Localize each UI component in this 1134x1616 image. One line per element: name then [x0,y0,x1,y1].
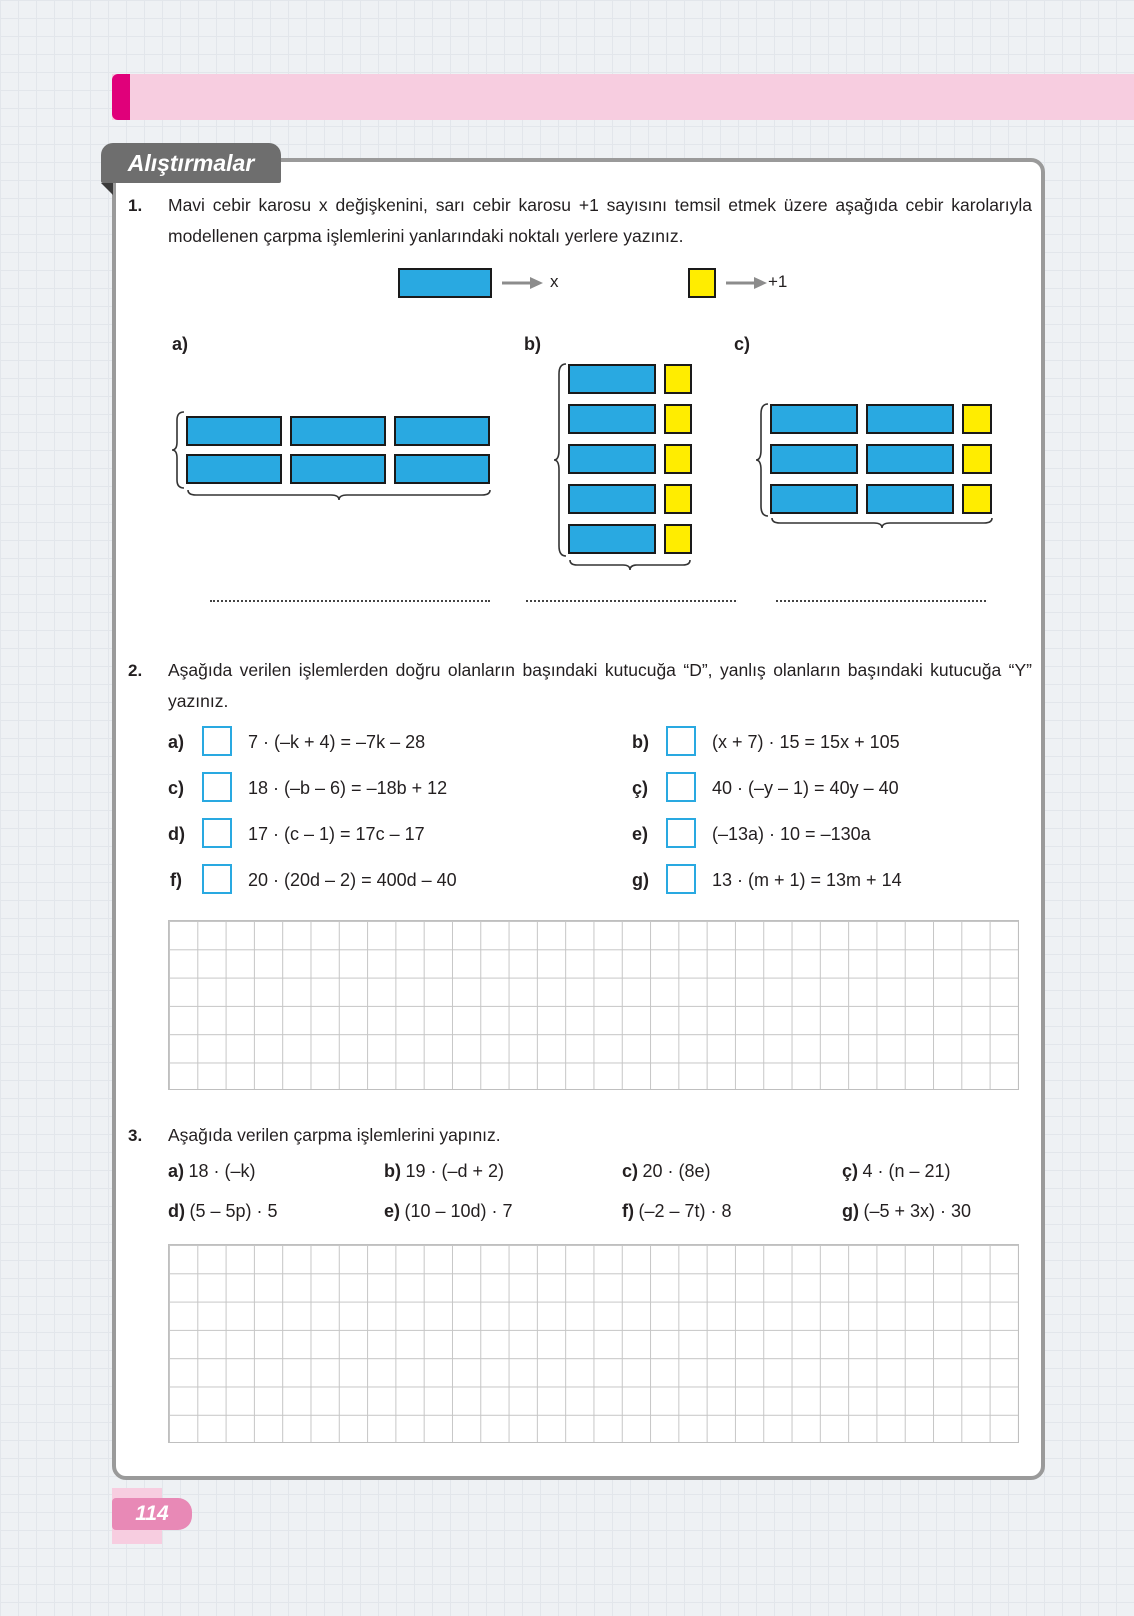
q2-item-label: e) [632,824,649,844]
yellow-tile [962,484,992,514]
blue-tile [568,484,656,514]
q3-item-expr: (–2 – 7t) · 8 [638,1201,732,1221]
q3-item-expr: (–5 + 3x) · 30 [863,1201,972,1221]
q1-part-b-label: b) [524,334,541,354]
legend-blue-tile [398,268,492,298]
q3-item-label: e) [384,1201,401,1221]
legend-yellow-tile [688,268,716,298]
header-accent [112,74,130,120]
blue-tile [770,444,858,474]
blue-tile [568,404,656,434]
legend-blue-label: x [550,272,559,291]
q3-item [842,1161,951,1182]
blue-tile [394,416,490,446]
q1-part-a-label: a) [172,334,189,354]
blue-tile [568,444,656,474]
yellow-tile [664,444,692,474]
q2-item-expr: (–13a) · 10 = –130a [712,824,871,844]
page-number: 114 [112,1498,192,1530]
title-tab-fold [101,183,113,195]
q3-item-label: c) [622,1161,639,1181]
blue-tile [568,364,656,394]
answer-box[interactable] [202,864,232,894]
legend-arrow-icon [726,276,768,290]
q3-number: 3. [128,1126,143,1145]
q2-text: Aşağıda verilen işlemlerden doğru olanların başındaki kutucuğa “D”, yanlış olanların başındaki kutucuğa “Y” yazınız. [168,660,1032,711]
answer-line-a[interactable] [210,600,490,602]
q2-item-expr: (x + 7) · 15 = 15x + 105 [712,732,900,752]
work-grid[interactable] [168,920,1019,1090]
header-banner [112,74,1134,120]
brace-left [552,362,568,558]
answer-line-c[interactable] [776,600,986,602]
yellow-tile [664,364,692,394]
q1-part-c-label: c) [734,334,751,354]
q2-item-expr: 17 · (c – 1) = 17c – 17 [248,824,425,844]
q2-item-label: b) [632,732,649,752]
q3-item [384,1161,504,1182]
q3-item-label: f) [622,1201,634,1221]
q3-item-expr: 20 · (8e) [642,1161,711,1181]
brace-bottom [186,488,492,502]
work-grid[interactable] [168,1244,1019,1443]
q2-item-label: g) [632,870,649,890]
q3-item [842,1201,971,1222]
brace-bottom [770,516,994,530]
answer-box[interactable] [202,818,232,848]
legend-arrow-icon [502,276,544,290]
brace-bottom [568,558,694,572]
q3-item-expr: 4 · (n – 21) [862,1161,951,1181]
legend-yellow-label: +1 [768,272,788,291]
blue-tile [290,416,386,446]
answer-box[interactable] [666,726,696,756]
blue-tile [394,454,490,484]
blue-tile [770,404,858,434]
blue-tile [186,454,282,484]
q2-item-expr: 40 · (–y – 1) = 40y – 40 [712,778,899,798]
brace-left [170,410,186,490]
blue-tile [290,454,386,484]
q3-item-expr: 19 · (–d + 2) [405,1161,505,1181]
q2-item-expr: 7 · (–k + 4) = –7k – 28 [248,732,426,752]
q2-item-expr: 18 · (–b – 6) = –18b + 12 [248,778,448,798]
q3-item-label: g) [842,1201,859,1221]
yellow-tile [962,404,992,434]
yellow-tile [664,484,692,514]
q3-text: Aşağıda verilen çarpma işlemlerini yapınız. [168,1125,501,1145]
q1-text: Mavi cebir karosu x değişkenini, sarı cebir karosu +1 sayısını temsil etmek üzere aşağıda cebir karolarıyla modellenen çarpma işlemlerini yanlarındaki noktalı yerlere yazınız. [168,195,1032,246]
q2-item-label: f) [170,870,182,890]
q2-item-label: ç) [632,778,649,798]
blue-tile [186,416,282,446]
q3-item [168,1201,278,1222]
blue-tile [866,444,954,474]
answer-box[interactable] [202,772,232,802]
q3-item-expr: 18 · (–k) [188,1161,256,1181]
yellow-tile [664,404,692,434]
answer-box[interactable] [666,864,696,894]
q3-item [622,1161,711,1182]
blue-tile [770,484,858,514]
blue-tile [866,404,954,434]
q2-item-label: a) [168,732,185,752]
q3-item [384,1201,513,1222]
q3-item-label: d) [168,1201,185,1221]
q2-number: 2. [128,661,143,680]
q2-item-label: c) [168,778,185,798]
q3-item-label: ç) [842,1161,859,1181]
q3-item [168,1161,256,1182]
q3-item-expr: (10 – 10d) · 7 [404,1201,513,1221]
q3-item-expr: (5 – 5p) · 5 [189,1201,278,1221]
answer-box[interactable] [666,818,696,848]
q2-item-label: d) [168,824,185,844]
section-title: Alıştırmalar [101,143,281,183]
q3-item-label: b) [384,1161,401,1181]
yellow-tile [962,444,992,474]
answer-box[interactable] [666,772,696,802]
yellow-tile [664,524,692,554]
q1-number: 1. [128,196,143,215]
brace-left [754,402,770,518]
answer-box[interactable] [202,726,232,756]
blue-tile [568,524,656,554]
q2-item-expr: 20 · (20d – 2) = 400d – 40 [248,870,457,890]
answer-line-b[interactable] [526,600,736,602]
blue-tile [866,484,954,514]
q2-item-expr: 13 · (m + 1) = 13m + 14 [712,870,902,890]
q3-item-label: a) [168,1161,185,1181]
q3-item [622,1201,732,1222]
